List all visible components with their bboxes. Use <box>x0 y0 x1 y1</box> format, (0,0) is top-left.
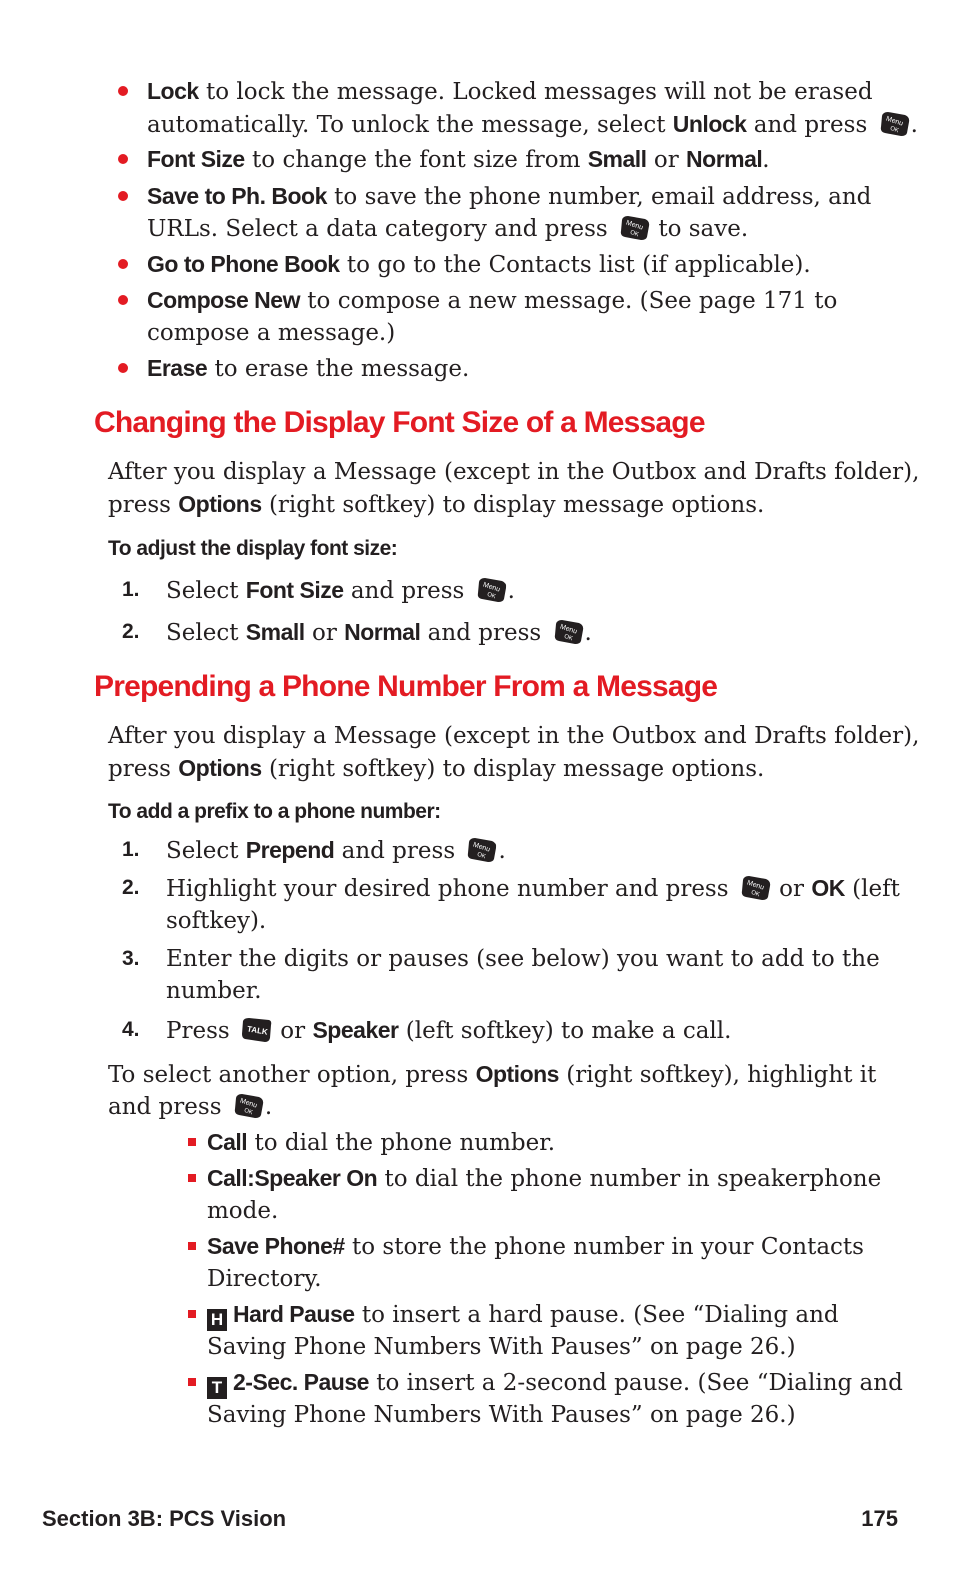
section2-step-4: Press or Speaker (left softkey) to make a call. <box>166 1017 732 1044</box>
menu-ok-key-icon <box>619 215 651 241</box>
option-item-hard-pause: H Hard Pause to insert a hard pause. (See “Dialing and Saving Phone Numbers With Pauses” on page 26.) <box>207 1301 839 1360</box>
section-heading-font-size: Changing the Display Font Size of a Message <box>94 406 705 439</box>
bullet-marker <box>188 1174 196 1182</box>
section2-subheading: To add a prefix to a phone number: <box>108 800 441 823</box>
bullet-marker <box>188 1310 196 1318</box>
section-heading-prepending: Prepending a Phone Number From a Message <box>94 670 718 703</box>
bullet-marker <box>118 295 128 305</box>
hard-pause-h-icon: H <box>207 1309 227 1331</box>
option-item-call: Call to dial the phone number. <box>207 1129 556 1156</box>
section2-other-option: To select another option, press Options (right softkey), highlight it and press . <box>108 1061 877 1120</box>
section2-step-3: Enter the digits or pauses (see below) you want to add to the number. <box>166 946 880 1004</box>
bullet-item-lock: Lock to lock the message. Locked messages will not be erased automatically. To unlock the message, select Unlock and press . <box>147 78 918 138</box>
bullet-item-compose-new: Compose New to compose a new message. (See page 171 to compose a message.) <box>147 287 838 346</box>
bullet-item-font-size: Font Size to change the font size from Small or Normal. <box>147 146 770 173</box>
option-term: Lock <box>147 78 199 104</box>
step-number: 1. <box>122 838 140 861</box>
section1-step-2: Select Small or Normal and press . <box>166 619 592 646</box>
bullet-item-erase: Erase to erase the message. <box>147 355 470 382</box>
menu-ok-key-icon <box>466 837 498 863</box>
bullet-marker <box>118 191 128 201</box>
bullet-marker <box>118 154 128 164</box>
bullet-marker <box>188 1242 196 1250</box>
step-number: 3. <box>122 947 140 970</box>
page-number: 175 <box>861 1506 898 1531</box>
step-number: 2. <box>122 876 140 899</box>
talk-key-icon <box>241 1017 273 1043</box>
section1-subheading: To adjust the display font size: <box>108 537 398 560</box>
menu-ok-key-icon <box>740 875 772 901</box>
menu-ok-key-icon <box>233 1093 265 1119</box>
bullet-marker <box>118 86 128 96</box>
section1-step-1: Select Font Size and press . <box>166 577 515 604</box>
section1-intro: After you display a Message (except in the Outbox and Drafts folder), press Options (right softkey) to display message options. <box>108 459 920 518</box>
section2-intro: After you display a Message (except in the Outbox and Drafts folder), press Options (right softkey) to display message options. <box>108 723 920 782</box>
option-item-2-sec-pause: T 2-Sec. Pause to insert a 2-second pause. (See “Dialing and Saving Phone Numbers With Pauses” on page 26.) <box>207 1369 903 1428</box>
step-number: 4. <box>122 1018 140 1041</box>
footer-section-label: Section 3B: PCS Vision <box>42 1506 287 1531</box>
bullet-marker <box>118 259 128 269</box>
menu-ok-key-icon <box>476 577 508 603</box>
option-item-call-speaker-on: Call:Speaker On to dial the phone number in speakerphone mode. <box>207 1165 882 1224</box>
menu-ok-key-icon <box>553 619 585 645</box>
section2-step-1: Select Prepend and press . <box>166 837 506 864</box>
section2-step-2: Highlight your desired phone number and press or OK (left softkey). <box>166 875 900 934</box>
bullet-item-save-to-phone-book: Save to Ph. Book to save the phone number, email address, and URLs. Select a data category and press to save. <box>147 183 872 242</box>
bullet-item-go-to-phone-book: Go to Phone Book to go to the Contacts list (if applicable). <box>147 251 811 278</box>
menu-ok-key-icon <box>879 111 911 137</box>
step-number: 1. <box>122 578 140 601</box>
timed-pause-t-icon: T <box>207 1377 227 1399</box>
bullet-marker <box>188 1138 196 1146</box>
option-item-save-phone: Save Phone# to store the phone number in your Contacts Directory. <box>207 1233 864 1292</box>
bullet-marker <box>118 363 128 373</box>
step-number: 2. <box>122 620 140 643</box>
bullet-marker <box>188 1378 196 1386</box>
